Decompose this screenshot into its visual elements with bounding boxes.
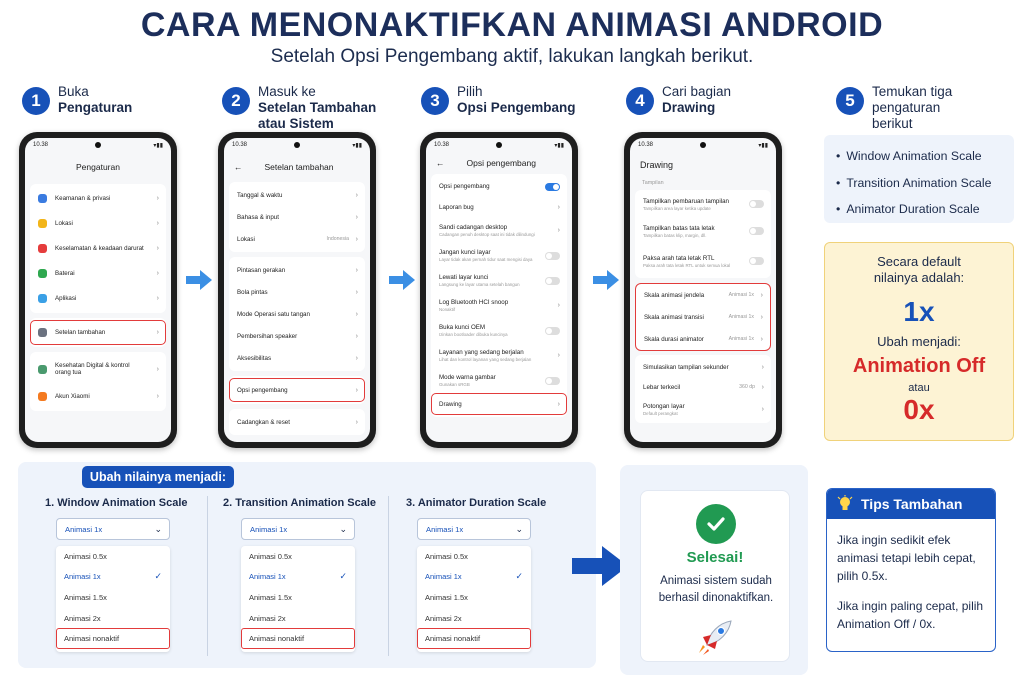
gear-icon xyxy=(38,328,47,337)
chevron-right-icon: › xyxy=(355,235,358,243)
note-text: Ubah menjadi: xyxy=(877,334,961,349)
chevron-right-icon: › xyxy=(156,329,159,336)
toggle-switch[interactable] xyxy=(749,227,764,235)
dropdown-option[interactable]: Animasi 1.5x xyxy=(249,592,292,602)
chevron-right-icon: › xyxy=(355,386,358,394)
signal-icon: ▾▮▮ xyxy=(153,143,163,149)
column-divider xyxy=(207,496,208,656)
settings-item-additional[interactable] xyxy=(30,320,166,345)
dropdown-option[interactable]: Animasi 0.5x xyxy=(249,551,292,561)
item-label: Kesehatan Digital & kontrol xyxy=(55,362,130,369)
chevron-right-icon: › xyxy=(761,363,764,371)
phone-screen xyxy=(224,138,370,442)
phone-screen xyxy=(25,138,171,442)
item-label: Tampilkan batas tata letak xyxy=(643,224,715,232)
item-sub: Paksa arah tata letak RTL untuk semua lokal xyxy=(643,262,731,268)
chevron-right-icon: › xyxy=(156,220,159,227)
screen-title: Pengaturan xyxy=(76,162,120,172)
dropdown-option-off[interactable]: Animasi nonaktif xyxy=(241,628,355,649)
signal-icon: ▾▮▮ xyxy=(554,143,564,149)
back-arrow-icon[interactable]: ← xyxy=(436,158,445,168)
status-time: 10.38 xyxy=(434,142,450,148)
toggle-switch[interactable] xyxy=(749,200,764,208)
toggle-switch[interactable] xyxy=(545,377,560,385)
list-item[interactable] xyxy=(431,343,567,368)
chevron-right-icon: › xyxy=(557,204,560,211)
dropdown-option[interactable]: Animasi 0.5x xyxy=(425,551,468,561)
item-label: Setelan tambahan xyxy=(55,329,106,336)
settings-card xyxy=(229,376,365,404)
tips-body xyxy=(827,519,995,645)
step-line: Masuk ke xyxy=(258,84,316,99)
new-value: Animation Off xyxy=(852,355,986,377)
chevron-right-icon: › xyxy=(355,310,358,318)
option-label: Animasi 1x xyxy=(425,572,462,582)
step-3-header xyxy=(421,84,576,116)
screen-title: Drawing xyxy=(640,160,674,170)
item-value: Indonesia xyxy=(326,236,349,242)
option-label: Animasi 1x xyxy=(249,572,286,582)
done-title: Selesai! xyxy=(686,549,744,566)
arrow-right-icon xyxy=(186,268,212,292)
step-number: 2 xyxy=(222,87,250,115)
chevron-right-icon: › xyxy=(355,418,358,426)
item-label: Tanggal & waktu xyxy=(237,191,283,199)
list-item[interactable] xyxy=(431,368,567,393)
item-label: Keselamatan & keadaan darurat xyxy=(55,245,144,252)
emergency-icon xyxy=(38,244,47,253)
done-text: Animasi sistem sudah berhasil dinonaktifkan. xyxy=(658,575,774,604)
settings-card xyxy=(30,318,166,347)
battery-icon xyxy=(38,269,47,278)
dropdown-option[interactable]: Animasi 1.5x xyxy=(425,592,468,602)
chevron-right-icon: › xyxy=(156,365,159,373)
item-label: Log Bluetooth HCI snoop xyxy=(439,299,509,306)
phone-developer-options xyxy=(420,132,578,448)
list-item[interactable] xyxy=(229,281,365,303)
wellbeing-icon xyxy=(38,365,47,374)
settings-card xyxy=(635,190,771,278)
list-item[interactable] xyxy=(431,197,567,218)
chevron-right-icon: › xyxy=(760,291,763,299)
tips-title: Tips Tambahan xyxy=(861,496,963,512)
step-line: Buka xyxy=(58,84,89,99)
window-scale-select[interactable] xyxy=(56,518,170,540)
check-circle-icon xyxy=(696,504,736,544)
settings-list xyxy=(824,135,1014,223)
dropdown-option-selected[interactable] xyxy=(241,567,355,588)
tips-box xyxy=(826,488,996,652)
developer-options-item[interactable] xyxy=(229,378,365,402)
location-icon xyxy=(38,219,47,228)
item-value: Animasi 1x xyxy=(728,292,754,298)
list-item[interactable] xyxy=(229,184,365,206)
check-icon: ✓ xyxy=(515,571,523,582)
animator-scale-options xyxy=(417,546,531,652)
step-number: 3 xyxy=(421,87,449,115)
chevron-right-icon: › xyxy=(156,270,159,277)
item-sub: Default perangkat xyxy=(643,410,678,416)
toggle-switch[interactable] xyxy=(545,183,560,191)
tips-paragraph: Jika ingin sedikit efek animasi tetapi lebih cepat, pilih 0.5x. xyxy=(837,533,976,583)
list-item[interactable] xyxy=(229,347,365,369)
dropdown-option-off[interactable]: Animasi nonaktif xyxy=(56,628,170,649)
chevron-right-icon: › xyxy=(355,332,358,340)
item-value: 360 dp xyxy=(739,384,755,390)
page-subtitle: Setelah Opsi Pengembang aktif, lakukan langkah berikut. xyxy=(270,46,754,67)
item-label: Aksesibilitas xyxy=(237,354,272,362)
settings-item-xiaomi[interactable] xyxy=(30,384,166,409)
chevron-right-icon: › xyxy=(557,352,560,359)
item-label: Bola pintas xyxy=(237,288,268,296)
window-scale-options xyxy=(56,546,170,652)
status-time: 10.38 xyxy=(33,142,49,148)
list-item[interactable] xyxy=(229,325,365,347)
list-item[interactable] xyxy=(635,246,771,276)
tips-header xyxy=(827,489,995,519)
item-label: Pembersihan speaker xyxy=(237,332,298,340)
settings-card xyxy=(229,182,365,252)
settings-item-emergency[interactable] xyxy=(30,236,166,261)
list-item: • Window Animation Scale xyxy=(836,143,1002,170)
item-sub: Lihat dan kontrol layanan yang sedang berjalan xyxy=(439,357,532,362)
item-label: Paksa arah tata letak RTL xyxy=(643,254,715,262)
settings-card xyxy=(635,355,771,423)
list-item[interactable] xyxy=(229,303,365,325)
transition-scale-select[interactable] xyxy=(241,518,355,540)
drawing-item[interactable] xyxy=(431,393,567,415)
chevron-down-icon: ⌄ xyxy=(339,524,347,534)
rocket-icon xyxy=(695,615,737,657)
camera-dot xyxy=(496,142,502,148)
item-value: Animasi 1x xyxy=(728,314,754,320)
list-item[interactable] xyxy=(635,357,771,377)
item-label-2: orang tua xyxy=(55,369,82,376)
chevron-right-icon: › xyxy=(156,245,159,252)
list-item[interactable] xyxy=(431,268,567,293)
dropdown-option[interactable]: Animasi 2x xyxy=(425,613,462,623)
select-value: Animasi 1x xyxy=(426,524,464,534)
transition-animation-scale-item[interactable] xyxy=(636,306,770,328)
screen-header xyxy=(426,152,572,174)
note-text: atau xyxy=(908,382,930,394)
step-line-2: berikut xyxy=(872,116,913,131)
alt-value: 0x xyxy=(903,394,935,425)
item-sub: Cadangan penuh desktop saat ini tidak dilindungi xyxy=(439,232,535,237)
screen-title: Opsi pengembang xyxy=(466,158,536,168)
dropdown-title: 3. Animator Duration Scale xyxy=(406,497,547,509)
item-label: Sandi cadangan desktop xyxy=(439,224,508,231)
item-label: Bahasa & input xyxy=(237,213,279,221)
dropdown-option-selected[interactable] xyxy=(56,567,170,588)
done-card xyxy=(640,490,790,662)
step-emphasis: Opsi Pengembang xyxy=(457,100,576,115)
phone-screen xyxy=(630,138,776,442)
chevron-right-icon: › xyxy=(760,313,763,321)
item-label: Akun Xiaomi xyxy=(55,393,90,400)
chevron-right-icon: › xyxy=(355,354,358,362)
camera-dot xyxy=(700,142,706,148)
lightbulb-icon xyxy=(837,495,853,513)
settings-card xyxy=(229,257,365,371)
transition-scale-options xyxy=(241,546,355,652)
chevron-right-icon: › xyxy=(557,400,560,408)
item-sub: Langsung ke layar utama setelah bangun xyxy=(439,282,520,287)
item-sub: Gunakan sRGB xyxy=(439,382,470,387)
apps-icon xyxy=(38,294,47,303)
animator-duration-scale-item[interactable] xyxy=(636,328,770,350)
list-item: • Transition Animation Scale xyxy=(836,170,1002,197)
step-emphasis: Setelan Tambahan xyxy=(258,100,377,115)
dropdown-option[interactable]: Animasi 2x xyxy=(64,613,101,623)
phone-additional-settings xyxy=(218,132,376,448)
change-badge: Ubah nilainya menjadi: xyxy=(82,466,234,488)
chevron-right-icon: › xyxy=(156,295,159,302)
check-icon: ✓ xyxy=(339,571,347,582)
item-label: Tampilkan pembaruan tampilan xyxy=(643,197,729,205)
item-label: Lewati layar kunci xyxy=(439,274,489,281)
step-4-header xyxy=(626,84,731,116)
chevron-right-icon: › xyxy=(156,393,159,400)
item-value: Animasi 1x xyxy=(728,336,754,342)
item-sub: Izinkan bootloader dibuka kuncinya xyxy=(439,332,508,337)
list-item[interactable] xyxy=(635,377,771,397)
default-value-note xyxy=(824,242,1014,441)
developer-toggle-row[interactable] xyxy=(431,176,567,197)
chevron-right-icon: › xyxy=(557,227,560,234)
phone-settings xyxy=(19,132,177,448)
back-arrow-icon[interactable]: ← xyxy=(234,162,243,172)
item-label: Keamanan & privasi xyxy=(55,195,111,202)
settings-card xyxy=(229,409,365,435)
phone-screen xyxy=(426,138,572,442)
dropdown-title: 1. Window Animation Scale xyxy=(45,497,188,509)
step-line: Temukan tiga pengaturan xyxy=(872,84,953,115)
item-label: Skala animasi transisi xyxy=(644,313,704,321)
item-sub: Tampilkan area layar ketika update xyxy=(643,205,711,211)
list-item[interactable] xyxy=(229,206,365,228)
toggle-switch[interactable] xyxy=(545,252,560,260)
item-label: Skala durasi animator xyxy=(644,335,704,343)
settings-item-security[interactable] xyxy=(30,186,166,211)
item-label: Buka kunci OEM xyxy=(439,324,486,331)
item-label: Cadangkan & reset xyxy=(237,418,290,426)
chevron-right-icon: › xyxy=(557,302,560,309)
item-label: Mode Operasi satu tangan xyxy=(237,310,310,318)
item-label: Opsi pengembang xyxy=(237,386,288,394)
tips-paragraph: Jika ingin paling cepat, pilih Animation Off / 0x. xyxy=(837,599,984,631)
dropdown-title: 2. Transition Animation Scale xyxy=(223,497,377,509)
arrow-right-icon xyxy=(389,268,415,292)
dropdown-option-selected[interactable] xyxy=(417,567,531,588)
check-icon: ✓ xyxy=(154,571,162,582)
default-value: 1x xyxy=(903,296,935,327)
column-divider xyxy=(388,496,389,656)
select-value: Animasi 1x xyxy=(250,524,288,534)
item-label: Drawing xyxy=(439,400,462,408)
item-label: Opsi pengembang xyxy=(439,183,490,190)
page-title: CARA MENONAKTIFKAN ANIMASI ANDROID xyxy=(140,6,884,44)
list-item[interactable] xyxy=(431,293,567,318)
dropdown-option-off[interactable]: Animasi nonaktif xyxy=(417,628,531,649)
step-2-header xyxy=(222,84,376,132)
list-item[interactable] xyxy=(229,228,365,250)
screen-header xyxy=(224,152,370,182)
list-item[interactable] xyxy=(431,318,567,343)
step-emphasis: Drawing xyxy=(662,100,716,115)
arrow-right-icon xyxy=(593,268,619,292)
screen-title: Setelan tambahan xyxy=(264,162,334,172)
chevron-right-icon: › xyxy=(761,405,764,413)
list-item[interactable] xyxy=(431,218,567,243)
step-1-header xyxy=(22,84,132,116)
item-label: Jangan kunci layar xyxy=(439,249,491,256)
item-label: Simulasikan tampilan sekunder xyxy=(643,363,729,371)
step-number: 4 xyxy=(626,87,654,115)
item-label: Layanan yang sedang berjalan xyxy=(439,349,524,356)
item-label: Lokasi xyxy=(55,220,73,227)
step-emphasis: Pengaturan xyxy=(58,100,133,115)
list-item[interactable] xyxy=(229,259,365,281)
xiaomi-icon xyxy=(38,392,47,401)
list-item[interactable] xyxy=(431,243,567,268)
item-label: Aplikasi xyxy=(55,295,77,302)
step-number: 1 xyxy=(22,87,50,115)
settings-item-wellbeing[interactable] xyxy=(30,354,166,384)
list-item[interactable] xyxy=(635,397,771,421)
toggle-switch[interactable] xyxy=(545,277,560,285)
chevron-down-icon: ⌄ xyxy=(154,524,162,534)
step-5-header xyxy=(836,84,1024,132)
settings-card xyxy=(431,174,567,417)
toggle-switch[interactable] xyxy=(749,257,764,265)
step-line: Cari bagian xyxy=(662,84,732,99)
chevron-down-icon: ⌄ xyxy=(515,524,523,534)
animator-scale-select[interactable] xyxy=(417,518,531,540)
chevron-right-icon: › xyxy=(760,335,763,343)
list-item[interactable] xyxy=(635,216,771,246)
toggle-switch[interactable] xyxy=(545,327,560,335)
chevron-right-icon: › xyxy=(355,213,358,221)
chevron-right-icon: › xyxy=(761,383,764,391)
list-item[interactable] xyxy=(229,411,365,433)
dropdown-option[interactable]: Animasi 0.5x xyxy=(64,551,107,561)
item-label: Baterai xyxy=(55,270,75,277)
item-sub: Tampilkan batas klip, margin, dll. xyxy=(643,232,707,238)
settings-item-battery[interactable] xyxy=(30,261,166,286)
signal-icon: ▾▮▮ xyxy=(758,143,768,149)
item-label: Lokasi xyxy=(237,235,255,243)
note-text: nilainya adalah: xyxy=(873,270,965,285)
settings-card xyxy=(30,352,166,411)
settings-card xyxy=(30,184,166,313)
item-sub: Nonaktif xyxy=(439,307,456,312)
camera-dot xyxy=(294,142,300,148)
chevron-right-icon: › xyxy=(355,288,358,296)
settings-item-apps[interactable] xyxy=(30,286,166,311)
list-item[interactable] xyxy=(635,192,771,216)
item-label: Pintasan gerakan xyxy=(237,266,286,274)
chevron-right-icon: › xyxy=(355,191,358,199)
status-time: 10.38 xyxy=(638,142,654,148)
step-line: Pilih xyxy=(457,84,483,99)
step-emphasis-2: atau Sistem xyxy=(258,116,334,131)
section-header: Tampilan xyxy=(642,180,664,186)
step-number: 5 xyxy=(836,87,864,115)
chevron-right-icon: › xyxy=(156,195,159,202)
item-label: Potongan layar xyxy=(643,402,685,410)
item-sub: Layar tidak akan pernah tidur saat mengisi daya xyxy=(439,257,533,262)
select-value: Animasi 1x xyxy=(65,524,103,534)
item-label: Lebar terkecil xyxy=(643,383,681,391)
signal-icon: ▾▮▮ xyxy=(352,143,362,149)
option-label: Animasi 1x xyxy=(64,572,101,582)
animation-settings-group xyxy=(635,283,771,351)
phone-drawing xyxy=(624,132,782,448)
window-animation-scale-item[interactable] xyxy=(636,284,770,306)
settings-item-location[interactable] xyxy=(30,211,166,236)
chevron-right-icon: › xyxy=(355,266,358,274)
dropdown-option[interactable]: Animasi 1.5x xyxy=(64,592,107,602)
shield-icon xyxy=(38,194,47,203)
status-time: 10.38 xyxy=(232,142,248,148)
dropdown-option[interactable]: Animasi 2x xyxy=(249,613,286,623)
item-label: Mode warna gambar xyxy=(439,374,496,381)
item-label: Skala animasi jendela xyxy=(644,291,705,299)
note-text: Secara default xyxy=(877,254,961,269)
list-item: • Animator Duration Scale xyxy=(836,196,1002,223)
item-label: Laporan bug xyxy=(439,204,474,211)
camera-dot xyxy=(95,142,101,148)
